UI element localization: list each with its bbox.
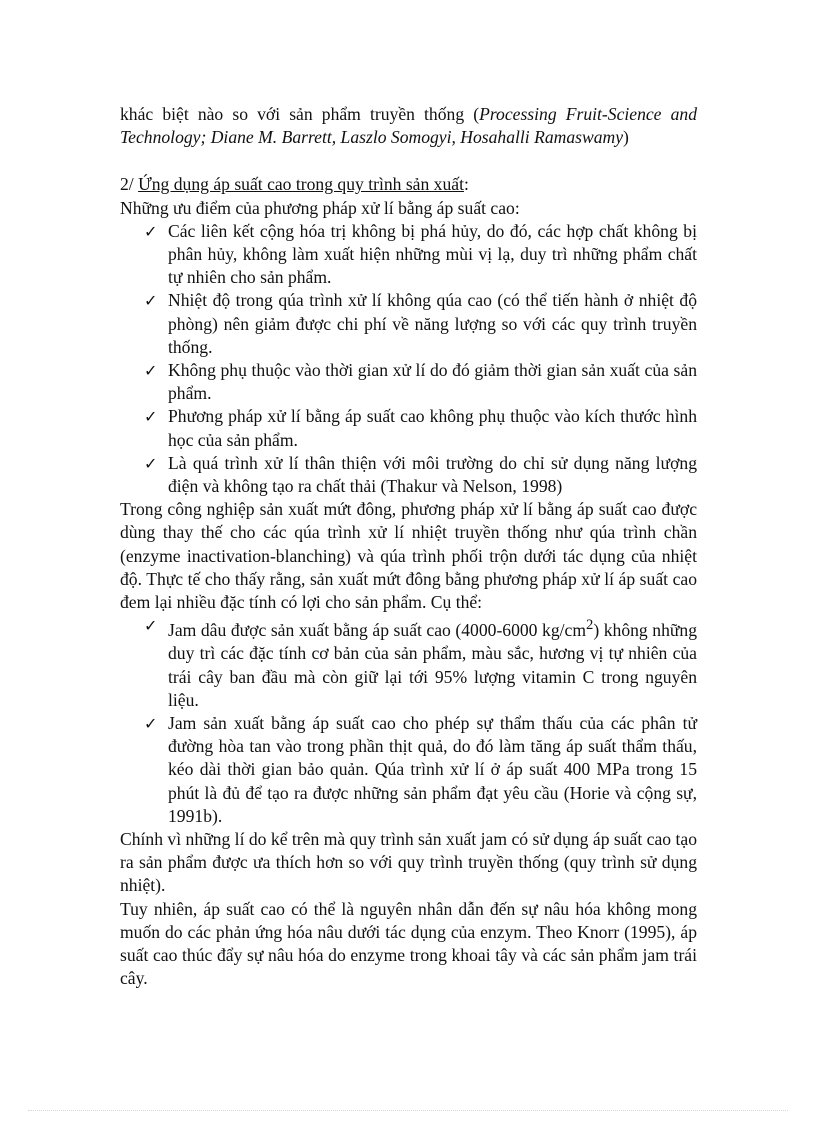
- checkmark-icon: ✓: [144, 407, 158, 427]
- section-colon: :: [463, 174, 469, 195]
- intro-paragraph: [120, 103, 697, 149]
- conclusion-paragraph: Chính vì những lí do kể trên mà quy trình sản xuất jam có sử dụng áp suất cao tạo ra sản phẩm được ưa thích hơn so với quy trình truyền thống (quy trình sử dụng nhiệt).: [120, 828, 697, 896]
- checkmark-icon: ✓: [144, 616, 158, 636]
- checkmark-icon: ✓: [144, 221, 158, 241]
- checkmark-icon: ✓: [144, 361, 158, 381]
- list-item-text: Không phụ thuộc vào thời gian xử lí do đó giảm thời gian sản xuất của sản phẩm.: [168, 360, 697, 404]
- intro-text: khác biệt nào so với sản phẩm truyền thống (: [120, 104, 480, 124]
- list-item-text: Các liên kết cộng hóa trị không bị phá hủy, do đó, các hợp chất không bị phân hủy, không làm xuất hiện những mùi vị lạ, duy trì những phẩm chất tự nhiên cho sản phẩm.: [168, 220, 697, 288]
- list-item-text: Jam dâu được sản xuất bằng áp suất cao (4000-6000 kg/cm: [168, 620, 587, 641]
- checkmark-icon: ✓: [144, 453, 158, 473]
- section-heading: [120, 173, 697, 196]
- document-page: [120, 103, 697, 990]
- list-item: [120, 220, 697, 290]
- jam-list: [120, 614, 697, 828]
- list-item: [120, 405, 697, 451]
- checkmark-icon: ✓: [144, 291, 158, 311]
- advantages-lead: Những ưu điểm của phương pháp xử lí bằng áp suất cao:: [120, 197, 520, 218]
- page-bottom-divider: [28, 1110, 788, 1111]
- list-item: [120, 452, 697, 498]
- list-item: [120, 712, 697, 828]
- list-item-text: Phương pháp xử lí bằng áp suất cao không phụ thuộc vào kích thước hình học của sản phẩm.: [168, 406, 697, 450]
- jam-paragraph: Trong công nghiệp sản xuất mứt đông, phương pháp xử lí bằng áp suất cao được dùng thay thế cho các qúa trình xử lí nhiệt truyền thống như qúa trình chần (enzyme inactivation-blanching) và qúa trình phối trộn dưới tác dụng của nhiệt độ. Thực tế cho thấy rằng, sản xuất mứt đông bằng phương pháp xử lí áp suất cao đem lại nhiều đặc tính có lợi cho sản phẩm. Cụ thể:: [120, 499, 697, 613]
- section-title: Ứng dụng áp suất cao trong quy trình sản xuất: [138, 174, 464, 195]
- list-item-text: Jam sản xuất bằng áp suất cao cho phép sự thẩm thấu của các phân tử đường hòa tan vào trong phần thịt quả, do đó làm tăng áp suất thẩm thấu, kéo dài thời gian bảo quản. Qúa trình xử lí ở áp suất 400 MPa trong 15 phút là đủ để tạo ra được những sản phẩm đạt yêu cầu (Horie và cộng sự, 1991b).: [168, 712, 697, 826]
- section-number: 2/: [120, 174, 139, 195]
- list-item: [120, 359, 697, 405]
- final-paragraph: Tuy nhiên, áp suất cao có thể là nguyên nhân dẫn đến sự nâu hóa không mong muốn do các phản ứng hóa nâu dưới tác dụng của enzym. Theo Knorr (1995), áp suất cao thúc đẩy sự nâu hóa do enzyme trong khoai tây và các sản phẩm jam trái cây.: [120, 898, 697, 989]
- superscript: 2: [586, 617, 594, 634]
- advantages-list: [120, 220, 697, 498]
- intro-citation: Processing Fruit-Science and Technology; Diane M. Barrett, Laszlo Somogyi, Hosahalli Ramaswamy: [120, 104, 697, 148]
- list-item-text: Nhiệt độ trong qúa trình xử lí không qúa cao (có thể tiến hành ở nhiệt độ phòng) nên giảm được chi phí về năng lượng so với các quy trình truyền thống.: [168, 290, 697, 357]
- intro-close: ): [623, 127, 629, 148]
- list-item-text: Là quá trình xử lí thân thiện với môi trường do chỉ sử dụng năng lượng điện và không tạo ra chất thải (Thakur và Nelson, 1998): [168, 452, 697, 497]
- list-item: [120, 289, 697, 359]
- checkmark-icon: ✓: [144, 713, 158, 733]
- list-item-text-cont: ) không những duy trì các đặc tính cơ bản của sản phẩm, màu sắc, hương vị tự nhiên của trái cây ban đầu mà còn giữ lại tới 95% lượng vitamin C trong nguyên liệu.: [168, 620, 697, 710]
- list-item: [120, 614, 697, 712]
